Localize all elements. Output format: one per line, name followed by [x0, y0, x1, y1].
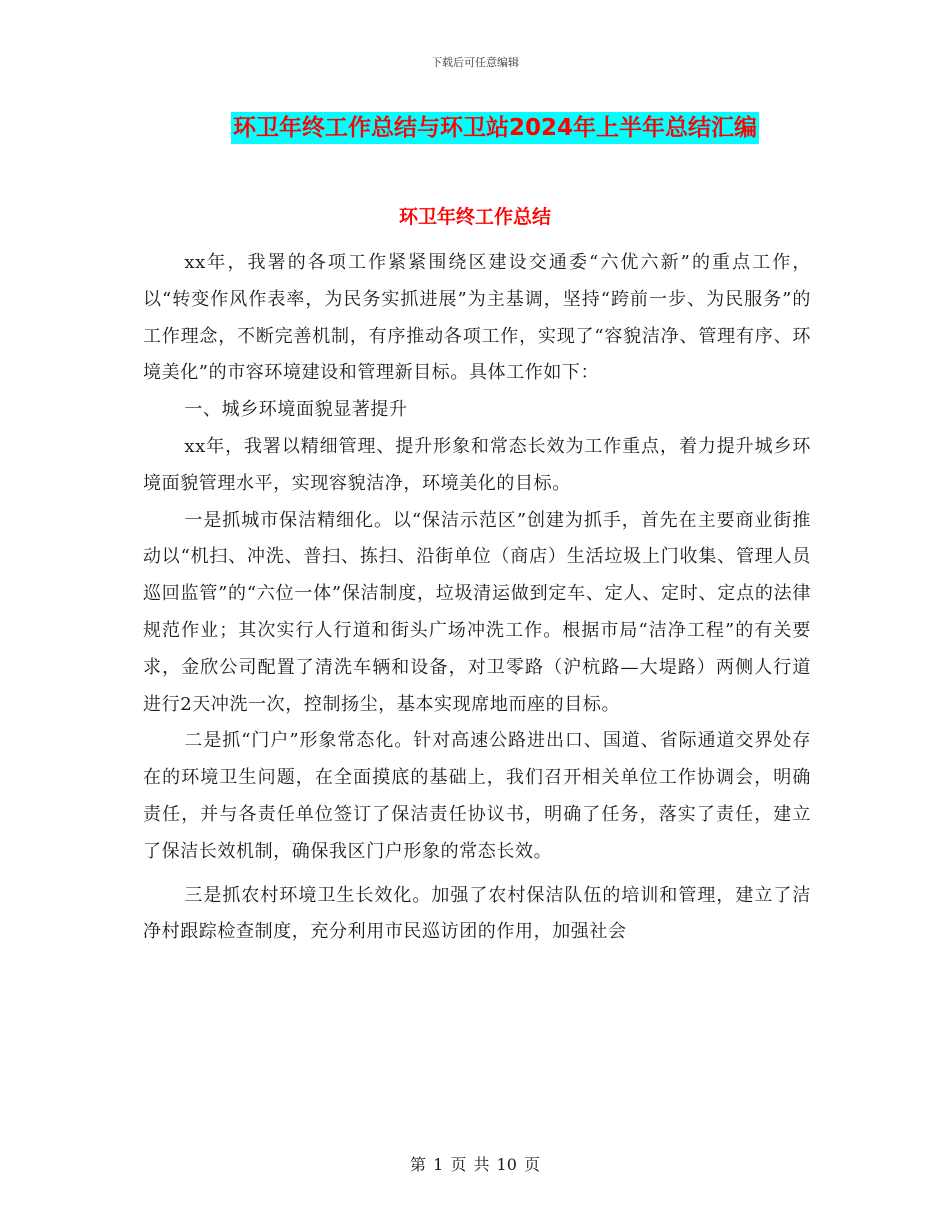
paragraph: 三是抓农村环境卫生长效化。加强了农村保洁队伍的培训和管理，建立了洁净村跟踪检查制度，充分利用市民巡访团的作用，加强社会 — [143, 884, 811, 943]
paragraph: 二是抓“门户”形象常态化。针对高速公路进出口、国道、省际通道交界处存在的环境卫生问题，在全面摸底的基础上，我们召开相关单位工作协调会，明确责任，并与各责任单位签订了保洁责任协议书，明确了任务，落实了责任，建立了保洁长效机制，确保我区门户形象的常态长效。 — [143, 730, 811, 862]
document-title: 环卫年终工作总结与环卫站2024年上半年总结汇编 — [231, 112, 759, 144]
document-body — [143, 245, 811, 951]
page-number: 第 1 页 共 10 页 — [410, 1155, 540, 1174]
paragraph: 一是抓城市保洁精细化。以“保洁示范区”创建为抓手，首先在主要商业街推动以“机扫、冲洗、普扫、拣扫、沿街单位（商店）生活垃圾上门收集、管理人员巡回监管”的“六位一体”保洁制度，垃圾清运做到定车、定人、定时、定点的法律规范作业；其次实行人行道和街头广场冲洗工作。根据市局“洁净工程”的有关要求，金欣公司配置了清洗车辆和设备，对卫零路（沪杭路—大堤路）两侧人行道进行2天冲洗一次，控制扬尘，基本实现席地而座的目标。 — [143, 509, 811, 715]
paragraph: 一、城乡环境面貌显著提升 — [184, 399, 408, 421]
document-title-container — [0, 112, 950, 144]
header-note: 下载后可任意编辑 — [431, 56, 519, 69]
section-title: 环卫年终工作总结 — [398, 206, 551, 228]
paragraph: xx年，我署的各项工作紧紧围绕区建设交通委“六优六新”的重点工作，以“转变作风作表率，为民务实抓进展”为主基调，坚持“跨前一步、为民服务”的工作理念，不断完善机制，有序推动各项工作，实现了“容貌洁净、管理有序、环境美化”的市容环境建设和管理新目标。具体工作如下： — [143, 252, 811, 384]
paragraph: xx年，我署以精细管理、提升形象和常态长效为工作重点，着力提升城乡环境面貌管理水平，实现容貌洁净，环境美化的目标。 — [143, 435, 811, 494]
